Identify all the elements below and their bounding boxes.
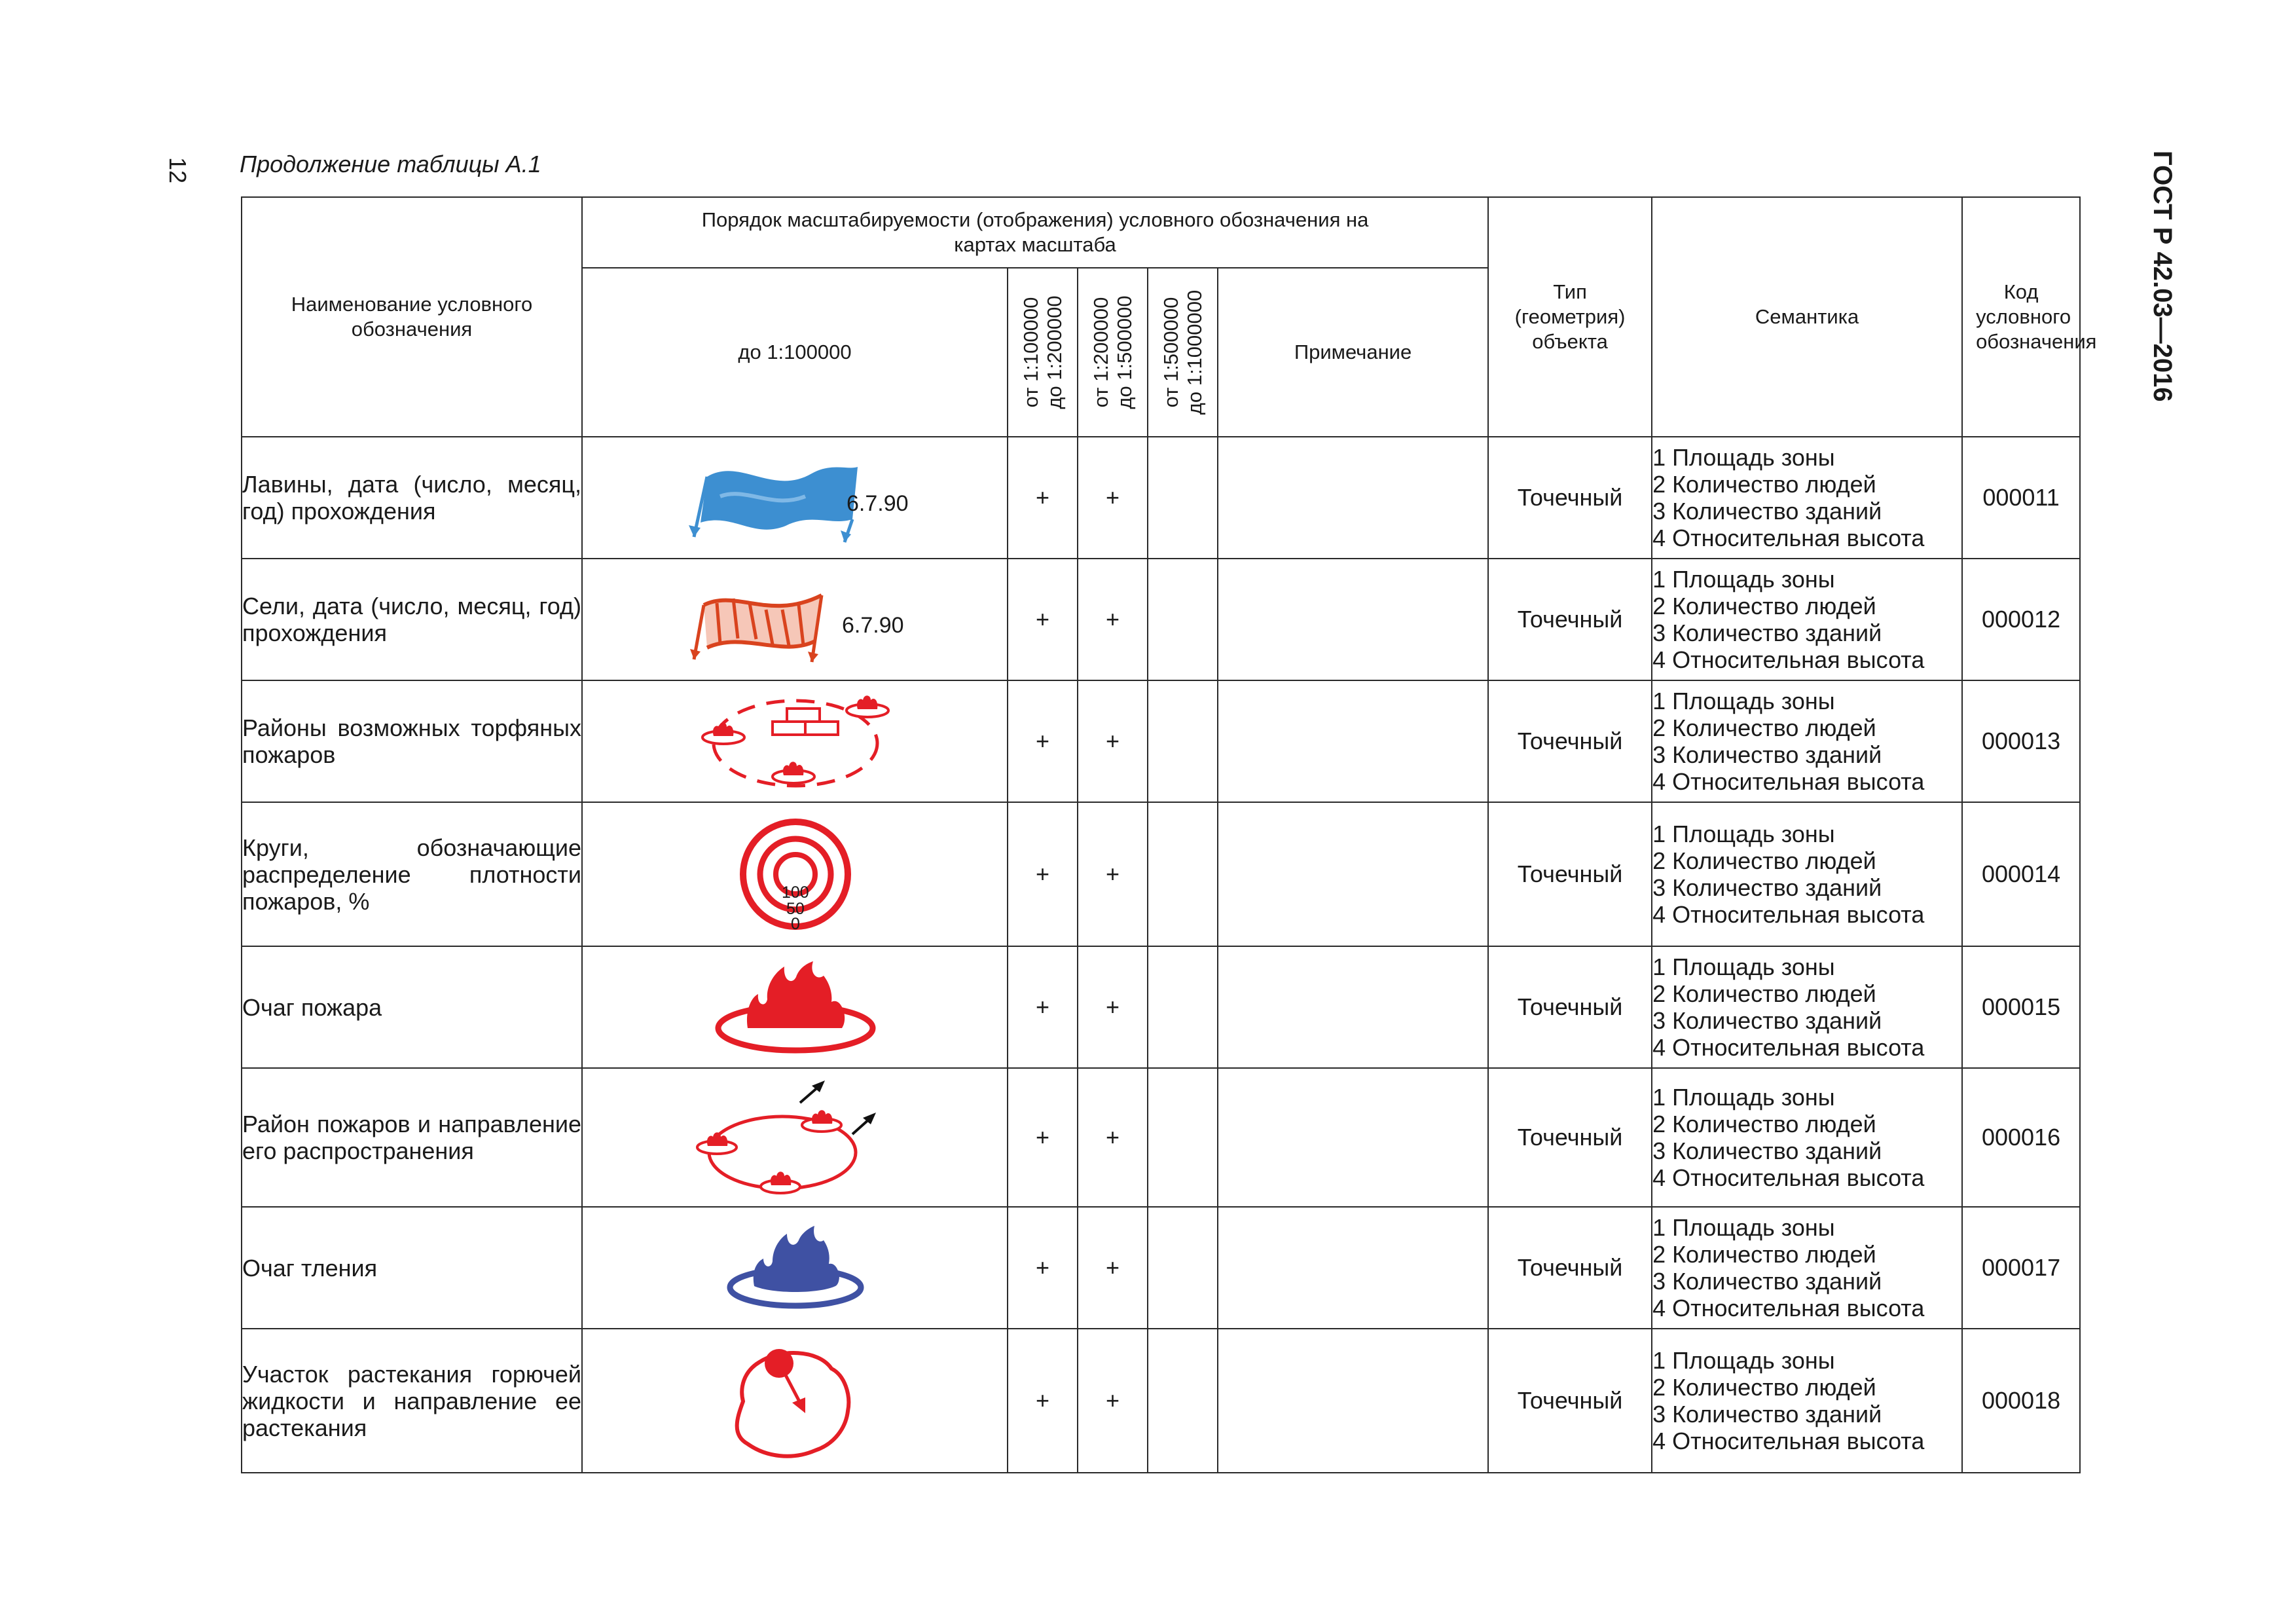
scale-4-mark: [1148, 1068, 1218, 1207]
semantics-line: 2 Количество людей: [1652, 714, 1876, 741]
scale-3-mark: +: [1078, 802, 1148, 946]
scale-3-mark: +: [1078, 680, 1148, 802]
table-row: [242, 1207, 2080, 1329]
semantics-line: 1 Площадь зоны: [1652, 821, 1835, 847]
header-scale-2: [1008, 268, 1078, 437]
header-scale-3: [1078, 268, 1148, 437]
row-symbol: [582, 680, 1008, 802]
row-note: [1218, 802, 1488, 946]
row-note: [1218, 946, 1488, 1068]
row-note: [1218, 1207, 1488, 1329]
row-code: 000016: [1962, 1068, 2080, 1207]
header-scale-2-to: до 1:200000: [1042, 295, 1066, 409]
row-name: Круги, обозначающие распределение плотности пожаров, %: [242, 802, 582, 946]
semantics-line: 3 Количество зданий: [1652, 1401, 1882, 1428]
row-symbol: [582, 1068, 1008, 1207]
row-code: 000011: [1962, 437, 2080, 559]
row-code: 000013: [1962, 680, 2080, 802]
scale-4-mark: [1148, 1329, 1218, 1473]
semantics-line: 3 Количество зданий: [1652, 741, 1882, 768]
semantics-line: 4 Относительная высота: [1652, 1164, 1925, 1191]
table-row: [242, 802, 2080, 946]
row-semantics: [1652, 437, 1962, 559]
semantics-line: 3 Количество зданий: [1652, 1137, 1882, 1164]
scale-4-mark: [1148, 437, 1218, 559]
row-semantics: [1652, 559, 1962, 680]
row-note: [1218, 680, 1488, 802]
semantics-line: 4 Относительная высота: [1652, 1034, 1925, 1061]
row-note: [1218, 1329, 1488, 1473]
header-scale-4-from: от 1:500000: [1159, 297, 1182, 408]
scale-2-mark: +: [1008, 437, 1078, 559]
semantics-line: 2 Количество людей: [1652, 1111, 1876, 1137]
semantics-line: 3 Количество зданий: [1652, 1007, 1882, 1034]
header-scale-3-from: от 1:200000: [1089, 297, 1112, 408]
semantics-line: 2 Количество людей: [1652, 593, 1876, 619]
fire-source-icon: [583, 947, 1008, 1067]
header-semantics: Семантика: [1652, 197, 1962, 437]
row-note: [1218, 559, 1488, 680]
scale-4-mark: [1148, 1207, 1218, 1329]
row-geometry: Точечный: [1488, 1207, 1652, 1329]
table-row: [242, 680, 2080, 802]
row-code: 000015: [1962, 946, 2080, 1068]
scale-3-mark: +: [1078, 946, 1148, 1068]
scale-2-mark: +: [1008, 1329, 1078, 1473]
scale-2-mark: +: [1008, 946, 1078, 1068]
symbols-table: [241, 196, 2097, 1473]
scale-4-mark: [1148, 559, 1218, 680]
liquid-spill-icon: [583, 1329, 1008, 1472]
semantics-line: 4 Относительная высота: [1652, 1295, 1925, 1321]
row-code: 000014: [1962, 802, 2080, 946]
row-symbol: [582, 437, 1008, 559]
row-geometry: Точечный: [1488, 946, 1652, 1068]
row-symbol: [582, 1207, 1008, 1329]
scale-4-mark: [1148, 802, 1218, 946]
row-semantics: [1652, 802, 1962, 946]
header-geometry: Тип (геометрия) объекта: [1488, 197, 1652, 437]
mudflow-icon: [684, 576, 854, 667]
table-row: [242, 1068, 2080, 1207]
semantics-line: 3 Количество зданий: [1652, 619, 1882, 646]
semantics-line: 2 Количество людей: [1652, 1374, 1876, 1401]
header-scale-3-to: до 1:500000: [1112, 295, 1136, 409]
semantics-line: 4 Относительная высота: [1652, 768, 1925, 795]
document-title: ГОСТ Р 42.03—2016: [2148, 151, 2177, 402]
row-semantics: [1652, 1068, 1962, 1207]
semantics-line: 1 Площадь зоны: [1652, 566, 1835, 593]
semantics-line: 3 Количество зданий: [1652, 498, 1882, 525]
symbol-date-label: 6.7.90: [847, 491, 909, 516]
semantics-line: 1 Площадь зоны: [1652, 444, 1835, 471]
row-symbol: [582, 946, 1008, 1068]
row-note: [1218, 437, 1488, 559]
semantics-line: 1 Площадь зоны: [1652, 688, 1835, 714]
row-symbol: [582, 559, 1008, 680]
table-row: [242, 946, 2080, 1068]
row-semantics: [1652, 946, 1962, 1068]
row-symbol: [582, 802, 1008, 946]
page-number: 12: [164, 157, 191, 184]
row-name: Очаг тления: [242, 1207, 582, 1329]
scale-2-mark: +: [1008, 680, 1078, 802]
header-note: Примечание: [1218, 268, 1488, 437]
row-geometry: Точечный: [1488, 559, 1652, 680]
semantics-line: 4 Относительная высота: [1652, 901, 1925, 928]
header-scale-4: [1148, 268, 1218, 437]
scale-4-mark: [1148, 680, 1218, 802]
semantics-line: 4 Относительная высота: [1652, 646, 1925, 673]
row-geometry: Точечный: [1488, 680, 1652, 802]
row-geometry: Точечный: [1488, 802, 1652, 946]
density-label-100: 100: [782, 883, 809, 902]
row-symbol: [582, 1329, 1008, 1473]
header-scale-2-from: от 1:100000: [1019, 297, 1042, 408]
symbol-date-label: 6.7.90: [842, 613, 904, 638]
semantics-line: 1 Площадь зоны: [1652, 1084, 1835, 1111]
row-name: Сели, дата (число, месяц, год) прохождения: [242, 559, 582, 680]
semantics-line: 4 Относительная высота: [1652, 525, 1925, 551]
semantics-line: 1 Площадь зоны: [1652, 1347, 1835, 1374]
row-geometry: Точечный: [1488, 1329, 1652, 1473]
row-code: 000012: [1962, 559, 2080, 680]
semantics-line: 3 Количество зданий: [1652, 874, 1882, 901]
header-scale-1: до 1:100000: [582, 268, 1008, 437]
row-code: 000017: [1962, 1207, 2080, 1329]
semantics-line: 3 Количество зданий: [1652, 1268, 1882, 1295]
table-row: [242, 1329, 2080, 1473]
scale-2-mark: +: [1008, 1068, 1078, 1207]
semantics-line: 1 Площадь зоны: [1652, 1214, 1835, 1241]
header-scale-group: Порядок масштабируемости (отображения) условного обозначения на картах масштаба: [582, 197, 1488, 268]
scale-3-mark: +: [1078, 437, 1148, 559]
row-semantics: [1652, 1207, 1962, 1329]
row-name: Очаг пожара: [242, 946, 582, 1068]
header-code: Код условного обозначения: [1962, 197, 2080, 437]
semantics-line: 2 Количество людей: [1652, 1241, 1876, 1268]
table-caption: Продолжение таблицы А.1: [240, 151, 541, 177]
table-row: [242, 437, 2080, 559]
row-name: Районы возможных торфяных пожаров: [242, 680, 582, 802]
row-semantics: [1652, 680, 1962, 802]
row-geometry: Точечный: [1488, 1068, 1652, 1207]
scale-4-mark: [1148, 946, 1218, 1068]
semantics-line: 4 Относительная высота: [1652, 1428, 1925, 1454]
semantics-line: 2 Количество людей: [1652, 980, 1876, 1007]
peat-fire-area-icon: [583, 681, 1008, 802]
smoldering-source-icon: [583, 1208, 1008, 1328]
scale-3-mark: +: [1078, 1207, 1148, 1329]
row-semantics: [1652, 1329, 1962, 1473]
table-row: [242, 559, 2080, 680]
scale-3-mark: +: [1078, 559, 1148, 680]
row-name: Лавины, дата (число, месяц, год) прохождения: [242, 437, 582, 559]
density-label-50: 50: [786, 900, 805, 918]
scale-2-mark: +: [1008, 559, 1078, 680]
semantics-line: 1 Площадь зоны: [1652, 953, 1835, 980]
fire-spread-area-icon: [583, 1069, 1008, 1206]
row-code: 000018: [1962, 1329, 2080, 1473]
semantics-line: 2 Количество людей: [1652, 471, 1876, 498]
density-label-0: 0: [791, 915, 800, 933]
scale-3-mark: +: [1078, 1068, 1148, 1207]
scale-2-mark: +: [1008, 802, 1078, 946]
row-note: [1218, 1068, 1488, 1207]
row-name: Участок растекания горючей жидкости и направление ее растекания: [242, 1329, 582, 1473]
semantics-line: 2 Количество людей: [1652, 847, 1876, 874]
row-geometry: Точечный: [1488, 437, 1652, 559]
row-name: Район пожаров и направление его распространения: [242, 1068, 582, 1207]
header-name: Наименование условного обозначения: [242, 197, 582, 437]
header-scale-4-to: до 1:1000000: [1182, 289, 1206, 415]
scale-3-mark: +: [1078, 1329, 1148, 1473]
scale-2-mark: +: [1008, 1207, 1078, 1329]
